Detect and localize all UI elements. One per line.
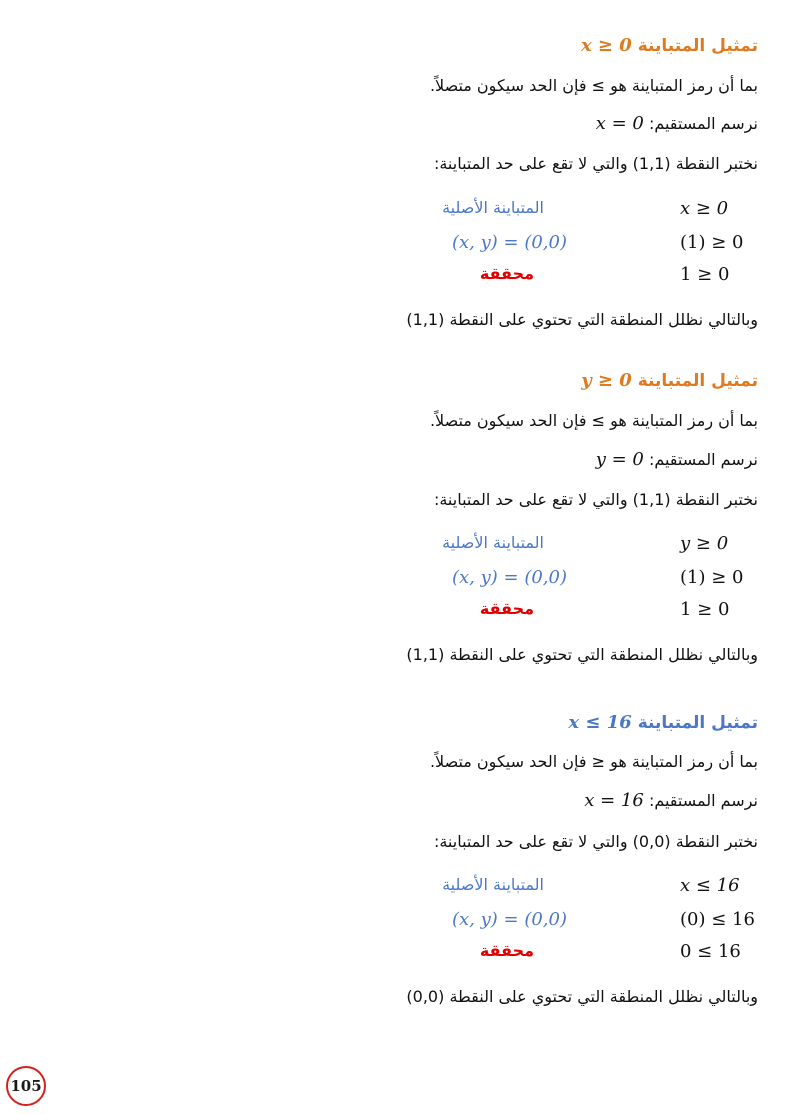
section-heading [568, 712, 758, 734]
draw-line-prefix: نرسم المستقيم: [648, 450, 758, 469]
row-note-original: المتباينة الأصلية [442, 533, 544, 552]
draw-line-statement [584, 790, 758, 812]
work-row [0, 264, 800, 290]
draw-line-prefix: نرسم المستقيم: [648, 114, 758, 133]
heading-math: y ≥ 0 [581, 370, 632, 391]
heading-prefix: تمثيل المتباينة [637, 713, 758, 733]
test-point-statement: نختبر النقطة (0,0) والتي لا تقع على حد المتباينة: [433, 832, 758, 851]
heading-math: x ≥ 0 [580, 35, 632, 56]
row-note-verified: محققة [479, 599, 534, 618]
draw-line-prefix: نرسم المستقيم: [648, 791, 758, 810]
work-row [0, 198, 800, 224]
shade-conclusion: وبالتالي نظلل المنطقة التي تحتوي على النقطة (0,0) [406, 987, 758, 1006]
heading-prefix: تمثيل المتباينة [637, 371, 758, 391]
draw-line-math: x = 16 [584, 790, 644, 811]
section-heading [581, 35, 758, 57]
row-math: x ≤ 16 [680, 875, 740, 896]
draw-line-math: y = 0 [595, 449, 644, 470]
row-note-original: المتباينة الأصلية [442, 875, 544, 894]
work-row [0, 533, 800, 559]
row-note-verified: محققة [479, 941, 534, 960]
row-math: (1) ≥ 0 [680, 232, 744, 253]
row-note-point: (x, y) = (0,0) [452, 909, 568, 930]
work-row [0, 599, 800, 625]
work-row [0, 909, 800, 935]
row-math: x ≥ 0 [680, 198, 729, 219]
row-math: (0) ≤ 16 [680, 909, 755, 930]
row-math: 0 ≤ 16 [680, 941, 741, 962]
row-note-point: (x, y) = (0,0) [452, 232, 568, 253]
section-heading [581, 370, 758, 392]
row-math: y ≥ 0 [680, 533, 729, 554]
test-point-statement: نختبر النقطة (1,1) والتي لا تقع على حد المتباينة: [433, 490, 758, 509]
draw-line-statement [596, 113, 758, 135]
work-row [0, 232, 800, 258]
work-row [0, 875, 800, 901]
row-math: (1) ≥ 0 [680, 567, 744, 588]
row-math: 1 ≥ 0 [680, 264, 730, 285]
symbol-explanation: بما أن رمز المتباينة هو ≥ فإن الحد سيكون متصلاً. [429, 411, 758, 430]
symbol-explanation: بما أن رمز المتباينة هو ≥ فإن الحد سيكون متصلاً. [429, 76, 758, 95]
work-row [0, 941, 800, 967]
draw-line-math: x = 0 [595, 113, 644, 134]
work-row [0, 567, 800, 593]
heading-prefix: تمثيل المتباينة [637, 36, 758, 56]
row-note-point: (x, y) = (0,0) [452, 567, 568, 588]
page-number: 105 [10, 1077, 42, 1095]
draw-line-statement [596, 449, 758, 471]
test-point-statement: نختبر النقطة (1,1) والتي لا تقع على حد المتباينة: [433, 154, 758, 173]
symbol-explanation: بما أن رمز المتباينة هو ≤ فإن الحد سيكون متصلاً. [429, 752, 758, 771]
shade-conclusion: وبالتالي نظلل المنطقة التي تحتوي على النقطة (1,1) [406, 645, 758, 664]
row-math: 1 ≥ 0 [680, 599, 730, 620]
page-number-badge [6, 1066, 46, 1106]
shade-conclusion: وبالتالي نظلل المنطقة التي تحتوي على النقطة (1,1) [406, 310, 758, 329]
row-note-verified: محققة [479, 264, 534, 283]
heading-math: x ≤ 16 [568, 712, 632, 733]
row-note-original: المتباينة الأصلية [442, 198, 544, 217]
